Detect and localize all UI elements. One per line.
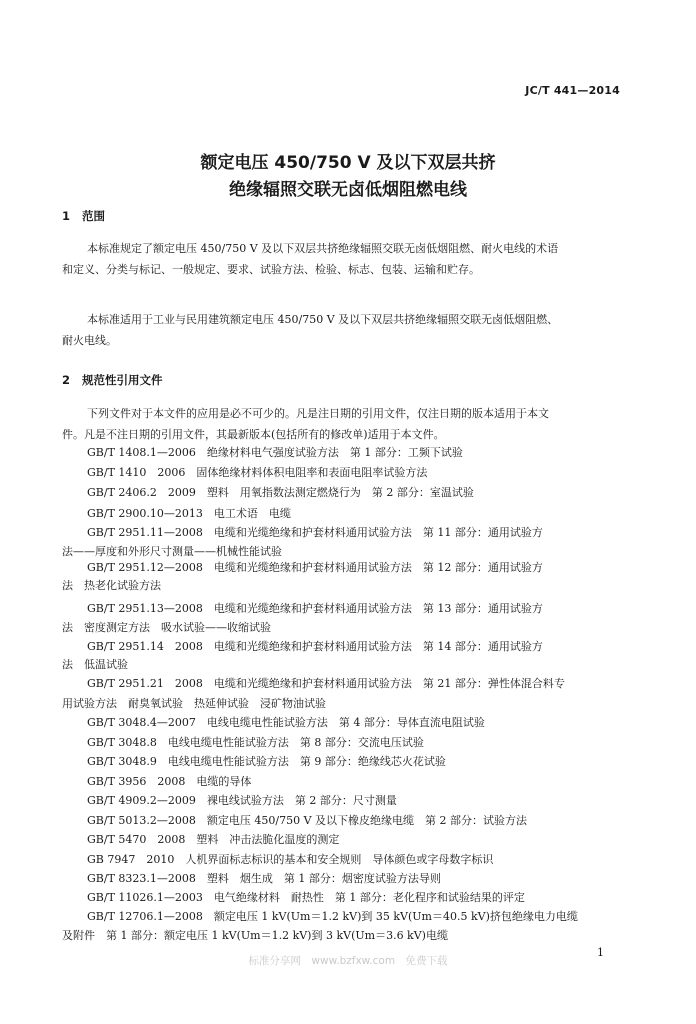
paragraph-line: 本标准适用于工业与民用建筑额定电压 450/750 V 及以下双层共挤绝缘辐照交联无卤低烟阻燃、: [87, 313, 559, 326]
reference-item: GB/T 2951.14 2008 电缆和光缆绝缘和护套材料通用试验方法 第 14 部分：通用试验方: [87, 640, 543, 653]
reference-item: GB/T 3956 2008 电缆的导体: [87, 775, 252, 788]
reference-item: GB/T 1410 2006 固体绝缘材料体积电阻率和表面电阻率试验方法: [87, 466, 428, 479]
reference-item-continued: 及附件 第 1 部分：额定电压 1 kV(Um＝1.2 kV)到 3 kV(Um＝3.6 kV)电缆: [62, 929, 448, 942]
section-heading-scope: [62, 208, 105, 224]
reference-item-continued: 法 密度测定方法 吸水试验——收缩试验: [62, 621, 271, 634]
section-heading-references: [62, 372, 163, 388]
reference-item: GB/T 2406.2 2009 塑料 用氧指数法测定燃烧行为 第 2 部分：室温试验: [87, 486, 474, 499]
section-number: 1: [62, 209, 71, 223]
reference-item: GB/T 2951.13—2008 电缆和光缆绝缘和护套材料通用试验方法 第 13 部分：通用试验方: [87, 602, 543, 615]
reference-item: GB/T 4909.2—2009 裸电线试验方法 第 2 部分：尺寸测量: [87, 794, 397, 807]
reference-item: GB/T 12706.1—2008 额定电压 1 kV(Um＝1.2 kV)到 35 kV(Um＝40.5 kV)挤包绝缘电力电缆: [87, 910, 578, 923]
paragraph-line: 下列文件对于本文件的应用是必不可少的。凡是注日期的引用文件，仅注日期的版本适用于本文: [87, 407, 549, 420]
reference-item: GB 7947 2010 人机界面标志标识的基本和安全规则 导体颜色或字母数字标识: [87, 853, 494, 866]
reference-item: GB/T 8323.1—2008 塑料 烟生成 第 1 部分：烟密度试验方法导则: [87, 872, 441, 885]
reference-item: GB/T 2951.21 2008 电缆和光缆绝缘和护套材料通用试验方法 第 21 部分：弹性体混合料专: [87, 677, 565, 690]
reference-item: GB/T 5013.2—2008 额定电压 450/750 V 及以下橡皮绝缘电缆 第 2 部分：试验方法: [87, 814, 528, 827]
reference-item: GB/T 5470 2008 塑料 冲击法脆化温度的测定: [87, 833, 340, 846]
paragraph-line: 和定义、分类与标记、一般规定、要求、试验方法、检验、标志、包装、运输和贮存。: [62, 263, 480, 276]
standard-code: JC/T 441—2014: [525, 84, 620, 97]
page-number: 1: [597, 946, 604, 959]
reference-item: GB/T 2900.10—2013 电工术语 电缆: [87, 507, 291, 520]
section-number: 2: [62, 373, 71, 387]
reference-item: GB/T 3048.9 电线电缆电性能试验方法 第 9 部分：绝缘线芯火花试验: [87, 755, 446, 768]
reference-item-continued: 用试验方法 耐臭氧试验 热延伸试验 浸矿物油试验: [62, 697, 326, 710]
title-line-1: 额定电压 450/750 V 及以下双层共挤: [200, 153, 496, 173]
reference-item-continued: 法 热老化试验方法: [62, 579, 161, 592]
reference-item: GB/T 3048.4—2007 电线电缆电性能试验方法 第 4 部分：导体直流电阻试验: [87, 716, 485, 729]
reference-item: GB/T 3048.8 电线电缆电性能试验方法 第 8 部分：交流电压试验: [87, 736, 424, 749]
watermark-text: 标准分享网 www.bzfxw.com 免费下载: [248, 955, 448, 967]
reference-item-continued: 法 低温试验: [62, 658, 128, 671]
section-title: 规范性引用文件: [82, 373, 163, 387]
reference-item-continued: 法——厚度和外形尺寸测量——机械性能试验: [62, 545, 282, 558]
paragraph-line: 耐火电线。: [62, 334, 117, 347]
reference-item: GB/T 2951.11—2008 电缆和光缆绝缘和护套材料通用试验方法 第 11 部分：通用试验方: [87, 526, 543, 539]
paragraph-line: 本标准规定了额定电压 450/750 V 及以下双层共挤绝缘辐照交联无卤低烟阻燃、耐火电线的术语: [87, 242, 559, 255]
paragraph-line: 件。凡是不注日期的引用文件，其最新版本(包括所有的修改单)适用于本文件。: [62, 428, 445, 441]
reference-item: GB/T 1408.1—2006 绝缘材料电气强度试验方法 第 1 部分：工频下试验: [87, 446, 463, 459]
section-title: 范围: [82, 209, 105, 223]
reference-item: GB/T 11026.1—2003 电气绝缘材料 耐热性 第 1 部分：老化程序和试验结果的评定: [87, 891, 525, 904]
reference-item: GB/T 2951.12—2008 电缆和光缆绝缘和护套材料通用试验方法 第 12 部分：通用试验方: [87, 561, 543, 574]
title-line-2: 绝缘辐照交联无卤低烟阻燃电线: [229, 180, 467, 200]
